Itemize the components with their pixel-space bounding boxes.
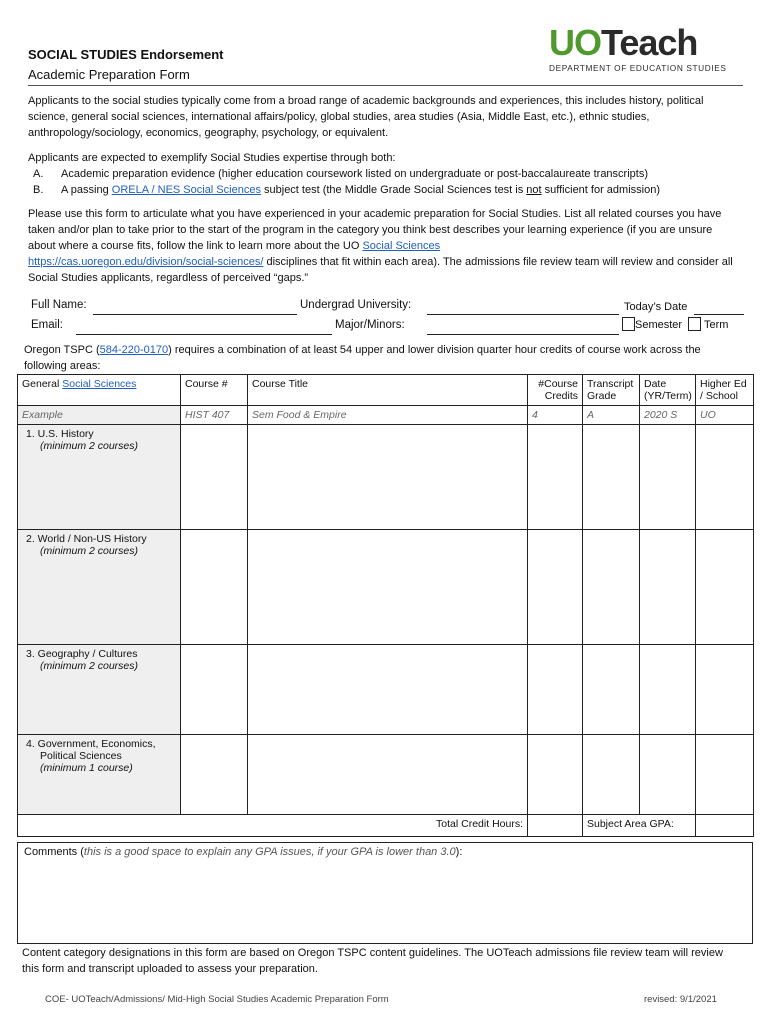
comments-box[interactable] <box>17 842 753 944</box>
tspc-requirement <box>24 342 744 374</box>
full-name-field[interactable] <box>93 300 297 315</box>
category-government <box>18 735 181 815</box>
major-label: Major/Minors: <box>335 319 405 331</box>
tspc-pre: Oregon TSPC ( <box>24 344 100 356</box>
requirements-lead: Applicants are expected to exemplify Social Studies expertise through both: <box>28 152 396 164</box>
example-label: Example <box>18 406 181 425</box>
major-field[interactable] <box>427 320 619 335</box>
coursework-table <box>17 374 754 837</box>
social-sciences-url-link[interactable]: https://cas.uoregon.edu/division/social-sciences/ <box>28 256 264 268</box>
email-field[interactable] <box>76 320 332 335</box>
subject-gpa-field[interactable] <box>696 815 754 837</box>
school-cell[interactable] <box>696 735 754 815</box>
example-credits: 4 <box>528 406 583 425</box>
category-title: 2. World / Non-US History <box>26 533 147 545</box>
example-row <box>18 406 754 425</box>
requirement-b-pre: A passing <box>61 184 112 196</box>
comments-label-text: Comments ( <box>24 846 84 858</box>
instructions-pre: Please use this form to articulate what you have experienced in your academic preparation for Social Studies. List all related courses you have taken and/or plan to take prior to the start of the program in the category you think best describes your learning experience (if you are unsure about where a course fits, follow the link to learn more about the UO <box>28 208 722 252</box>
orela-nes-link[interactable]: ORELA / NES Social Sciences <box>111 184 261 196</box>
date-cell[interactable] <box>640 425 696 530</box>
term-label: Term <box>704 319 729 331</box>
todays-date-field[interactable] <box>694 300 744 315</box>
example-course-title: Sem Food & Empire <box>248 406 528 425</box>
category-world-history <box>18 530 181 645</box>
table-header-row <box>18 375 754 406</box>
credits-cell[interactable] <box>528 645 583 735</box>
full-name-label: Full Name: <box>31 299 87 311</box>
school-cell[interactable] <box>696 425 754 530</box>
requirement-a-label: A. <box>33 168 44 180</box>
todays-date-label: Today’s Date <box>624 301 688 313</box>
total-credit-label: Total Credit Hours: <box>18 815 528 837</box>
table-row <box>18 425 754 530</box>
table-row <box>18 735 754 815</box>
grade-cell[interactable] <box>583 735 640 815</box>
comments-label-close: ): <box>455 846 463 858</box>
instructions-paragraph <box>28 206 740 286</box>
semester-label: Semester <box>635 319 683 331</box>
header-social-sciences-link[interactable]: Social Sciences <box>62 378 137 390</box>
course-title-cell[interactable] <box>248 645 528 735</box>
date-cell[interactable] <box>640 735 696 815</box>
header-date: Date (YR/Term) <box>640 375 696 406</box>
undergrad-label: Undergrad University: <box>300 299 412 311</box>
date-cell[interactable] <box>640 645 696 735</box>
logo-uo-text: UO <box>549 22 601 63</box>
requirement-a-text: Academic preparation evidence (higher education coursework listed on undergraduate or post-baccalaureate transcripts) <box>61 168 648 180</box>
category-minimum: (minimum 2 courses) <box>40 545 139 557</box>
example-grade: A <box>583 406 640 425</box>
tspc-phone-link[interactable]: 584-220-0170 <box>99 344 169 356</box>
category-title: 1. U.S. History <box>26 428 94 440</box>
grade-cell[interactable] <box>583 530 640 645</box>
category-title: 4. Government, Economics, Political Sciences <box>26 738 156 762</box>
requirement-a <box>28 166 740 182</box>
closing-note: Content category designations in this form are based on Oregon TSPC content guidelines. The UOTeach admissions file review team will review this form and transcript uploaded to assess your preparation. <box>22 947 723 975</box>
credits-cell[interactable] <box>528 425 583 530</box>
header-course-title: Course Title <box>248 375 528 406</box>
requirements-block <box>28 150 740 198</box>
category-title: 3. Geography / Cultures <box>26 648 138 660</box>
intro-paragraph: Applicants to the social studies typically come from a broad range of academic backgrounds and experiences, this includes history, political science, general social sciences, international affairs/policy, global studies, area studies (Asia, Middle East, etc.), ethnic studies, anthropology/sociology, economics, geography, psychology, or equivalent. <box>28 95 704 139</box>
footer-revised: revised: 9/1/2021 <box>644 994 717 1005</box>
requirement-b-label: B. <box>33 184 44 196</box>
example-school: UO <box>696 406 754 425</box>
grade-cell[interactable] <box>583 645 640 735</box>
footer-left: COE- UOTeach/Admissions/ Mid-High Social Studies Academic Preparation Form <box>45 994 389 1005</box>
logo-department-text: DEPARTMENT OF EDUCATION STUDIES <box>549 63 727 73</box>
header-general-text: General <box>22 378 63 390</box>
header-course-num: Course # <box>181 375 248 406</box>
social-sciences-link[interactable]: Social Sciences <box>362 240 441 252</box>
course-num-cell[interactable] <box>181 735 248 815</box>
category-geography <box>18 645 181 735</box>
header-school: Higher Ed / School <box>696 375 754 406</box>
table-row <box>18 530 754 645</box>
subject-gpa-label: Subject Area GPA: <box>583 815 696 837</box>
header-grade: Transcript Grade <box>583 375 640 406</box>
school-cell[interactable] <box>696 530 754 645</box>
totals-row <box>18 815 754 837</box>
comments-label <box>18 843 752 861</box>
course-title-cell[interactable] <box>248 530 528 645</box>
tspc-post: ) requires a combination of at least 54 upper and lower division quarter hour credits of course work across the following areas: <box>24 344 701 372</box>
header-divider <box>28 85 743 86</box>
undergrad-field[interactable] <box>427 300 619 315</box>
header-general <box>18 375 181 406</box>
grade-cell[interactable] <box>583 425 640 530</box>
requirement-b-post: sufficient for admission) <box>541 184 660 196</box>
requirement-b-mid: subject test (the Middle Grade Social Sciences test is <box>260 184 527 196</box>
form-subtitle: Academic Preparation Form <box>28 67 190 82</box>
uoteach-logo <box>549 24 729 73</box>
comments-hint: this is a good space to explain any GPA issues, if your GPA is lower than 3.0 <box>83 846 456 858</box>
table-row <box>18 645 754 735</box>
school-cell[interactable] <box>696 645 754 735</box>
course-title-cell[interactable] <box>248 735 528 815</box>
category-minimum: (minimum 2 courses) <box>40 440 139 452</box>
logo-teach-text: Teach <box>601 22 698 63</box>
instructions-post: disciplines that fit within each area). The admissions file review team will review and consider all Social Studies applicants, regardless of perceived “gaps.” <box>28 256 733 284</box>
example-date: 2020 S <box>640 406 696 425</box>
course-num-cell[interactable] <box>181 425 248 530</box>
credits-cell[interactable] <box>528 735 583 815</box>
course-num-cell[interactable] <box>181 645 248 735</box>
semester-checkbox[interactable] <box>622 317 635 331</box>
date-cell[interactable] <box>640 530 696 645</box>
example-course-num: HIST 407 <box>181 406 248 425</box>
course-num-cell[interactable] <box>181 530 248 645</box>
credits-cell[interactable] <box>528 530 583 645</box>
course-title-cell[interactable] <box>248 425 528 530</box>
email-label: Email: <box>31 319 63 331</box>
category-minimum: (minimum 2 courses) <box>40 660 139 672</box>
category-minimum: (minimum 1 course) <box>40 762 133 774</box>
total-credit-field[interactable] <box>528 815 583 837</box>
term-checkbox[interactable] <box>688 317 701 331</box>
requirement-b <box>28 182 740 198</box>
category-us-history <box>18 425 181 530</box>
form-title: SOCIAL STUDIES Endorsement <box>28 47 224 62</box>
header-credits: #Course Credits <box>528 375 583 406</box>
requirement-b-not: not <box>526 184 542 196</box>
